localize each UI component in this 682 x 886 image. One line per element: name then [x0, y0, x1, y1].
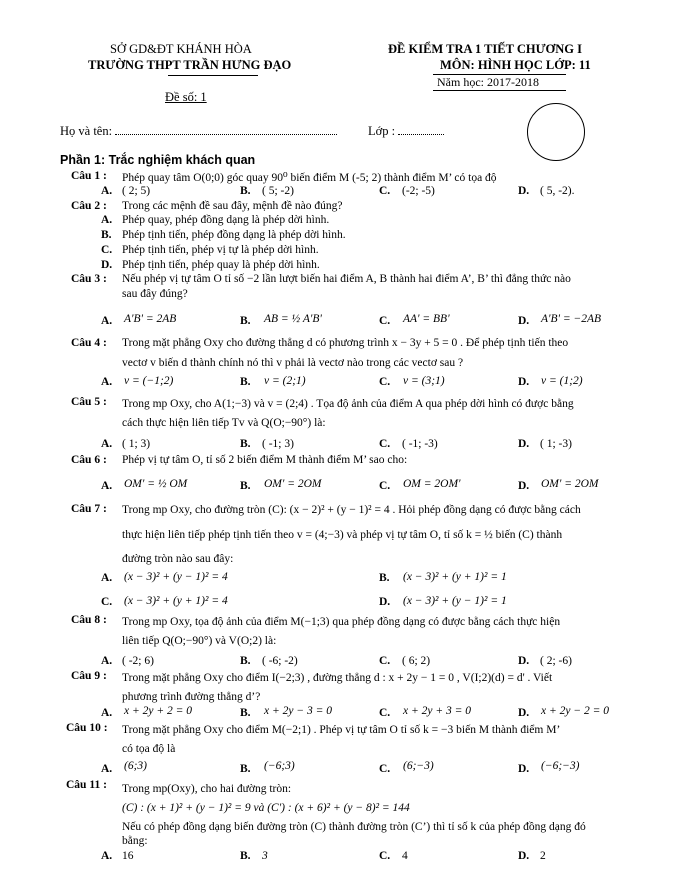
q11-option-b-letter: B.	[240, 850, 251, 862]
q6-option-d-letter: D.	[518, 480, 530, 492]
q9-option-d[interactable]: x + 2y − 2 = 0	[541, 705, 609, 717]
question-9-stem-line1: Trong mặt phẳng Oxy cho điểm I(−2;3) , đường thẳng d : x + 2y − 1 = 0 , V(I;2)(d) = d' . Viết	[122, 672, 553, 684]
q3-option-a-letter: A.	[101, 315, 113, 327]
q10-option-a[interactable]: (6;3)	[124, 760, 147, 772]
student-class-label: Lớp :	[368, 124, 396, 138]
q9-option-b[interactable]: x + 2y − 3 = 0	[264, 705, 332, 717]
q9-option-a-letter: A.	[101, 707, 113, 719]
question-6-label: Câu 6 :	[71, 454, 107, 466]
student-name-dots[interactable]	[115, 124, 337, 135]
q10-option-d-letter: D.	[518, 763, 530, 775]
q8-option-b[interactable]: ( -6; -2)	[262, 655, 298, 667]
q6-option-c-letter: C.	[379, 480, 391, 492]
q5-option-a[interactable]: ( 1; 3)	[122, 438, 151, 450]
q7-option-b[interactable]: (x − 3)² + (y + 1)² = 1	[403, 571, 507, 583]
question-8-stem-line2: liên tiếp Q(O;−90°) và V(O;2) là:	[122, 635, 277, 647]
q2-option-a[interactable]: Phép quay, phép đồng dạng là phép dời hình.	[122, 214, 330, 226]
q11-option-a[interactable]: 16	[122, 850, 134, 862]
q3-option-d-letter: D.	[518, 315, 530, 327]
school-underline	[168, 75, 258, 76]
question-7-stem-line3: đường tròn nào sau đây:	[122, 553, 234, 565]
q7-option-d[interactable]: (x − 3)² + (y − 1)² = 1	[403, 595, 507, 607]
student-class-dots[interactable]	[398, 124, 444, 135]
q4-option-a-letter: A.	[101, 376, 113, 388]
department-name: SỞ GD&ĐT KHÁNH HÒA	[110, 42, 252, 56]
question-6-stem: Phép vị tự tâm O, tỉ số 2 biến điểm M thành điểm M’ sao cho:	[122, 454, 408, 466]
q10-option-c-letter: C.	[379, 763, 391, 775]
year-bottom-rule	[433, 90, 566, 91]
q7-option-a-letter: A.	[101, 572, 113, 584]
q10-option-a-letter: A.	[101, 763, 113, 775]
q5-option-b[interactable]: ( -1; 3)	[262, 438, 294, 450]
q3-option-b-letter: B.	[240, 315, 251, 327]
q9-option-a[interactable]: x + 2y + 2 = 0	[124, 705, 192, 717]
q1-option-b[interactable]: ( 5; -2)	[262, 185, 294, 197]
q1-option-d[interactable]: ( 5, -2).	[540, 185, 575, 197]
q3-option-c[interactable]: AA' = BB'	[403, 313, 450, 325]
q2-option-d[interactable]: Phép tịnh tiến, phép quay là phép dời hình.	[122, 259, 320, 271]
q5-option-b-letter: B.	[240, 438, 251, 450]
question-5-stem-line2: cách thực hiện liên tiếp Tv và Q(O;−90°) là:	[122, 417, 326, 429]
q2-option-b-letter: B.	[101, 229, 112, 241]
question-7-stem-line1: Trong mp Oxy, cho đường tròn (C): (x − 2)² + (y − 1)² = 4 . Hỏi phép đồng dạng có được bằng cách	[122, 504, 581, 516]
question-11-stem-line2: (C) : (x + 1)² + (y − 1)² = 9 và (C') : (x + 6)² + (y − 8)² = 144	[122, 802, 410, 814]
school-name: TRƯỜNG THPT TRẦN HƯNG ĐẠO	[88, 58, 292, 72]
q7-option-c-letter: C.	[101, 596, 113, 608]
q2-option-c[interactable]: Phép tịnh tiến, phép vị tự là phép dời hình.	[122, 244, 319, 256]
q2-option-b[interactable]: Phép tịnh tiến, phép đồng dạng là phép dời hình.	[122, 229, 346, 241]
q3-option-a[interactable]: A'B' = 2AB	[124, 313, 177, 325]
q10-option-b-letter: B.	[240, 763, 251, 775]
score-circle	[527, 103, 585, 161]
question-5-label: Câu 5 :	[71, 396, 107, 408]
q1-option-d-letter: D.	[518, 185, 530, 197]
q8-option-c[interactable]: ( 6; 2)	[402, 655, 431, 667]
question-1-stem: Phép quay tâm O(0;0) góc quay 90⁰ biến điểm M (-5; 2) thành điểm M’ có tọa độ	[122, 172, 497, 184]
q1-option-a-letter: A.	[101, 185, 113, 197]
q7-option-b-letter: B.	[379, 572, 390, 584]
q4-option-a[interactable]: v = (−1;2)	[124, 375, 174, 387]
q5-option-a-letter: A.	[101, 438, 113, 450]
exam-title: ĐỀ KIỂM TRA 1 TIẾT CHƯƠNG I	[388, 42, 583, 56]
q10-option-c[interactable]: (6;−3)	[403, 760, 434, 772]
question-11-stem-line4: bằng:	[122, 835, 148, 847]
section-title: Phần 1: Trắc nghiệm khách quan	[60, 153, 256, 167]
question-4-stem-line1: Trong mặt phẳng Oxy cho đường thẳng d có phương trình x − 3y + 5 = 0 . Để phép tịnh tiến theo	[122, 337, 569, 349]
question-9-label: Câu 9 :	[71, 670, 107, 682]
q9-option-c-letter: C.	[379, 707, 391, 719]
question-5-stem-line1: Trong mp Oxy, cho A(1;−3) và v = (2;4) . Tọa độ ảnh của điểm A qua phép dời hình có được bằng	[122, 398, 574, 410]
q5-option-d-letter: D.	[518, 438, 530, 450]
q7-option-d-letter: D.	[379, 596, 391, 608]
question-2-stem: Trong các mệnh đề sau đây, mệnh đề nào đúng?	[122, 200, 343, 212]
q1-option-b-letter: B.	[240, 185, 251, 197]
question-3-label: Câu 3 :	[71, 273, 107, 285]
q4-option-c[interactable]: v = (3;1)	[403, 375, 445, 387]
question-10-label: Câu 10 :	[66, 722, 108, 734]
q8-option-d[interactable]: ( 2; -6)	[540, 655, 572, 667]
q9-option-c[interactable]: x + 2y + 3 = 0	[403, 705, 471, 717]
question-11-stem-line3: Nếu có phép đồng dạng biến đường tròn (C) thành đường tròn (C’) thì tỉ số k của phép đồng dạng đó	[122, 821, 586, 833]
q11-option-d[interactable]: 2	[540, 850, 546, 862]
q8-option-b-letter: B.	[240, 655, 251, 667]
question-10-stem-line1: Trong mặt phẳng Oxy cho điểm M(−2;1) . Phép vị tự tâm O tỉ số k = −3 biến M thành điểm M’	[122, 724, 561, 736]
q11-option-c-letter: C.	[379, 850, 391, 862]
q7-option-a[interactable]: (x − 3)² + (y − 1)² = 4	[124, 571, 228, 583]
question-3-stem-line1: Nếu phép vị tự tâm O tỉ số −2 lần lượt biến hai điểm A, B thành hai điểm A’, B’ thì đẳng thức nào	[122, 273, 571, 285]
question-11-label: Câu 11 :	[66, 779, 107, 791]
q3-option-d[interactable]: A'B' = −2AB	[541, 313, 602, 325]
q4-option-c-letter: C.	[379, 376, 391, 388]
q8-option-d-letter: D.	[518, 655, 530, 667]
q3-option-c-letter: C.	[379, 315, 391, 327]
question-7-stem-line2: thực hiện liên tiếp phép tịnh tiến theo v = (4;−3) và phép vị tự tâm O, tỉ số k = ½ biến (C) thành	[122, 529, 563, 541]
q2-option-d-letter: D.	[101, 259, 113, 271]
q5-option-d[interactable]: ( 1; -3)	[540, 438, 572, 450]
question-9-stem-line2: phương trình đường thẳng d’?	[122, 691, 261, 703]
q4-option-d-letter: D.	[518, 376, 530, 388]
question-3-stem-line2: sau đây đúng?	[122, 288, 188, 300]
school-year: Năm học: 2017-2018	[437, 75, 539, 89]
q5-option-c[interactable]: ( -1; -3)	[402, 438, 438, 450]
q1-option-c[interactable]: (-2; -5)	[402, 185, 435, 197]
question-1-label: Câu 1 :	[71, 170, 107, 182]
q6-option-c[interactable]: OM = 2OM'	[403, 478, 461, 490]
q4-option-d[interactable]: v = (1;2)	[541, 375, 583, 387]
q3-option-b[interactable]: AB = ½ A'B'	[264, 313, 322, 325]
exam-number: Đề số: 1	[165, 90, 207, 104]
q2-option-a-letter: A.	[101, 214, 113, 226]
student-name-label: Họ và tên:	[60, 124, 113, 138]
q8-option-a-letter: A.	[101, 655, 113, 667]
q11-option-a-letter: A.	[101, 850, 113, 862]
q11-option-c[interactable]: 4	[402, 850, 408, 862]
question-4-stem-line2: vectơ v biến d thành chính nó thì v phải là vectơ nào trong các vectơ sau ?	[122, 357, 464, 369]
q6-option-d[interactable]: OM' = 2OM	[541, 478, 599, 490]
question-7-label: Câu 7 :	[71, 503, 107, 515]
question-8-stem-line1: Trong mp Oxy, tọa độ ảnh của điểm M(−1;3) qua phép đồng dạng có được bằng cách thực hiện	[122, 616, 561, 628]
q6-option-b[interactable]: OM' = 2OM	[264, 478, 322, 490]
q5-option-c-letter: C.	[379, 438, 391, 450]
student-name-row[interactable]	[60, 124, 337, 139]
question-11-stem-line1: Trong mp(Oxy), cho hai đường tròn:	[122, 783, 292, 795]
q6-option-a-letter: A.	[101, 480, 113, 492]
q11-option-b[interactable]: 3	[262, 850, 268, 862]
year-top-rule	[433, 74, 566, 75]
subject-line: MÔN: HÌNH HỌC LỚP: 11	[440, 58, 591, 72]
q11-option-d-letter: D.	[518, 850, 530, 862]
q1-option-c-letter: C.	[379, 185, 391, 197]
student-class-row[interactable]	[368, 124, 444, 139]
q6-option-a[interactable]: OM' = ½ OM	[124, 478, 188, 490]
q4-option-b[interactable]: v = (2;1)	[264, 375, 306, 387]
question-10-stem-line2: có tọa độ là	[122, 743, 176, 755]
q9-option-d-letter: D.	[518, 707, 530, 719]
q9-option-b-letter: B.	[240, 707, 251, 719]
q8-option-a[interactable]: ( -2; 6)	[122, 655, 154, 667]
q1-option-a[interactable]: ( 2; 5)	[122, 185, 151, 197]
q4-option-b-letter: B.	[240, 376, 251, 388]
q10-option-b[interactable]: (−6;3)	[264, 760, 295, 772]
q6-option-b-letter: B.	[240, 480, 251, 492]
question-2-label: Câu 2 :	[71, 200, 107, 212]
q10-option-d[interactable]: (−6;−3)	[541, 760, 580, 772]
q2-option-c-letter: C.	[101, 244, 113, 256]
q8-option-c-letter: C.	[379, 655, 391, 667]
question-8-label: Câu 8 :	[71, 614, 107, 626]
question-4-label: Câu 4 :	[71, 337, 107, 349]
q7-option-c[interactable]: (x − 3)² + (y + 1)² = 4	[124, 595, 228, 607]
